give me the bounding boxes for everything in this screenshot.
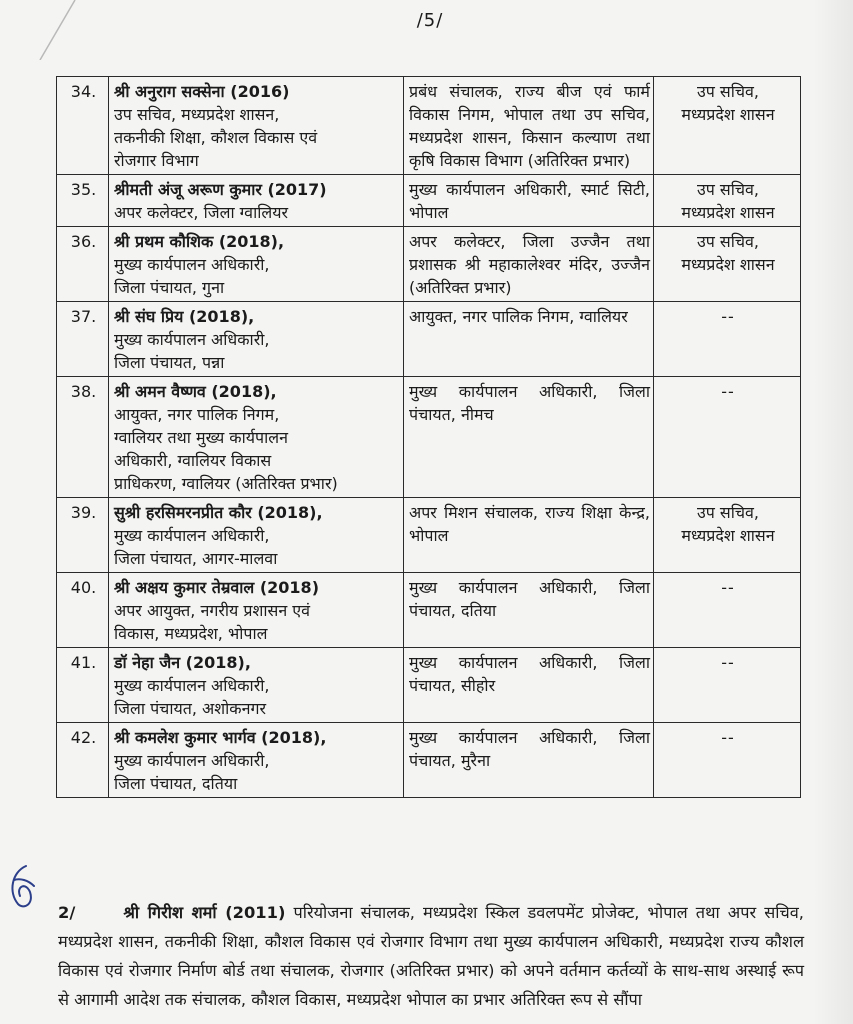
officer-cell xyxy=(109,723,404,798)
serial-number: 40. xyxy=(57,573,109,648)
table-row xyxy=(57,377,801,498)
current-posting-line: अपर कलेक्टर, जिला ग्वालियर xyxy=(114,203,289,222)
new-posting: अपर कलेक्टर, जिला उज्जैन तथा प्रशासक श्री महाकालेश्वर मंदिर, उज्जैन (अतिरिक्त प्रभार) xyxy=(404,227,654,302)
page-edge-shadow xyxy=(813,0,853,1024)
officer-cell xyxy=(109,302,404,377)
officer-cell xyxy=(109,227,404,302)
new-posting: आयुक्त, नगर पालिक निगम, ग्वालियर xyxy=(404,302,654,377)
officer-name: श्री संघ प्रिय (2018), xyxy=(114,307,255,326)
current-posting-line: मुख्य कार्यपालन अधिकारी, xyxy=(114,330,270,349)
current-posting-line: अधिकारी, ग्वालियर विकास xyxy=(114,451,272,470)
remark-cell xyxy=(654,302,801,377)
current-posting-line: जिला पंचायत, दतिया xyxy=(114,774,238,793)
officer-name: श्री अक्षय कुमार तेम्रवाल (2018) xyxy=(114,578,320,597)
current-posting-line: अपर आयुक्त, नगरीय प्रशासन एवं xyxy=(114,601,311,620)
current-posting-line: जिला पंचायत, अशोकनगर xyxy=(114,699,267,718)
current-posting-line: जिला पंचायत, पन्ना xyxy=(114,353,225,372)
serial-number: 35. xyxy=(57,175,109,227)
current-posting-line: उप सचिव, मध्यप्रदेश शासन, xyxy=(114,105,280,124)
new-posting: अपर मिशन संचालक, राज्य शिक्षा केन्द्र, भोपाल xyxy=(404,498,654,573)
officer-name: श्री अनुराग सक्सेना (2016) xyxy=(114,82,290,101)
remark-cell xyxy=(654,723,801,798)
remark-line: उप सचिव, xyxy=(696,503,760,522)
current-posting-line: प्राधिकरण, ग्वालियर (अतिरिक्त प्रभार) xyxy=(114,474,338,493)
page-number: /5/ xyxy=(416,10,444,31)
current-posting-line: मुख्य कार्यपालन अधिकारी, xyxy=(114,751,270,770)
officer-cell xyxy=(109,573,404,648)
new-posting: मुख्य कार्यपालन अधिकारी, जिला पंचायत, मुरैना xyxy=(404,723,654,798)
remark-cell xyxy=(654,175,801,227)
order-paragraph xyxy=(58,898,804,1014)
serial-number: 37. xyxy=(57,302,109,377)
remark-cell xyxy=(654,498,801,573)
remark-line: मध्यप्रदेश शासन xyxy=(681,105,775,124)
remark-line: -- xyxy=(721,307,735,326)
current-posting-line: मुख्य कार्यपालन अधिकारी, xyxy=(114,676,270,695)
paragraph-text: परियोजना संचालक, मध्यप्रदेश स्किल डवलपमेंट प्रोजेक्ट, भोपाल तथा अपर सचिव, मध्यप्रदेश शासन, तकनीकी शिक्षा, कौशल विकास एवं रोजगार विभाग तथा मुख्य कार्यपालन अधिकारी, मध्यप्रदेश राज्य कौशल विकास एवं रोजगार निर्माण बोर्ड तथा संचालक, रोजगार (अतिरिक्त प्रभार) को अपने वर्तमान कर्तव्यों के साथ-साथ अस्थाई रूप से आगामी आदेश तक संचालक, कौशल विकास, मध्यप्रदेश भोपाल का प्रभार अतिरिक्त रूप से सौंपा xyxy=(58,903,804,1009)
new-posting: मुख्य कार्यपालन अधिकारी, स्मार्ट सिटी, भोपाल xyxy=(404,175,654,227)
remark-cell xyxy=(654,77,801,175)
serial-number: 42. xyxy=(57,723,109,798)
officer-name: डॉ नेहा जैन (2018), xyxy=(114,653,251,672)
remark-line: उप सचिव, xyxy=(696,232,760,251)
new-posting: मुख्य कार्यपालन अधिकारी, जिला पंचायत, सीहोर xyxy=(404,648,654,723)
remark-line: उप सचिव, xyxy=(696,180,760,199)
remark-line: उप सचिव, xyxy=(696,82,760,101)
table-row xyxy=(57,175,801,227)
postings-table-body xyxy=(57,77,801,798)
remark-line: -- xyxy=(721,578,735,597)
table-row xyxy=(57,498,801,573)
officer-name: सुश्री हरसिमरनप्रीत कौर (2018), xyxy=(114,503,323,522)
remark-cell xyxy=(654,573,801,648)
remark-line: मध्यप्रदेश शासन xyxy=(681,203,775,222)
officer-name: श्री कमलेश कुमार भार्गव (2018), xyxy=(114,728,327,747)
table-row xyxy=(57,648,801,723)
current-posting-line: रोजगार विभाग xyxy=(114,151,199,170)
officer-cell xyxy=(109,498,404,573)
remark-line: -- xyxy=(721,728,735,747)
remark-line: मध्यप्रदेश शासन xyxy=(681,526,775,545)
officer-name: श्रीमती अंजू अरूण कुमार (2017) xyxy=(114,180,327,199)
serial-number: 38. xyxy=(57,377,109,498)
current-posting-line: मुख्य कार्यपालन अधिकारी, xyxy=(114,526,270,545)
officer-cell xyxy=(109,377,404,498)
officer-cell xyxy=(109,648,404,723)
current-posting-line: जिला पंचायत, गुना xyxy=(114,278,225,297)
new-posting: मुख्य कार्यपालन अधिकारी, जिला पंचायत, दतिया xyxy=(404,573,654,648)
paragraph-officer-name: श्री गिरीश शर्मा (2011) xyxy=(123,903,286,922)
current-posting-line: तकनीकी शिक्षा, कौशल विकास एवं xyxy=(114,128,318,147)
remark-line: मध्यप्रदेश शासन xyxy=(681,255,775,274)
current-posting-line: ग्वालियर तथा मुख्य कार्यपालन xyxy=(114,428,288,447)
current-posting-line: आयुक्त, नगर पालिक निगम, xyxy=(114,405,280,424)
serial-number: 36. xyxy=(57,227,109,302)
remark-cell xyxy=(654,648,801,723)
table-row xyxy=(57,302,801,377)
table-row xyxy=(57,227,801,302)
officer-cell xyxy=(109,77,404,175)
current-posting-line: जिला पंचायत, आगर-मालवा xyxy=(114,549,278,568)
table-row xyxy=(57,77,801,175)
table-row xyxy=(57,723,801,798)
current-posting-line: विकास, मध्यप्रदेश, भोपाल xyxy=(114,624,268,643)
new-posting: प्रबंध संचालक, राज्य बीज एवं फार्म विकास निगम, भोपाल तथा उप सचिव, मध्यप्रदेश शासन, किसान कल्याण तथा कृषि विकास विभाग (अतिरिक्त प्रभार) xyxy=(404,77,654,175)
remark-cell xyxy=(654,377,801,498)
postings-table xyxy=(56,76,801,798)
officer-name: श्री प्रथम कौशिक (2018), xyxy=(114,232,285,251)
paragraph-number: 2/ xyxy=(58,903,76,922)
current-posting-line: मुख्य कार्यपालन अधिकारी, xyxy=(114,255,270,274)
margin-initials-mark xyxy=(6,862,40,914)
serial-number: 41. xyxy=(57,648,109,723)
remark-line: -- xyxy=(721,653,735,672)
paper-fold-line xyxy=(0,0,120,60)
officer-name: श्री अमन वैष्णव (2018), xyxy=(114,382,277,401)
officer-cell xyxy=(109,175,404,227)
table-row xyxy=(57,573,801,648)
remark-line: -- xyxy=(721,382,735,401)
serial-number: 39. xyxy=(57,498,109,573)
new-posting: मुख्य कार्यपालन अधिकारी, जिला पंचायत, नीमच xyxy=(404,377,654,498)
remark-cell xyxy=(654,227,801,302)
serial-number: 34. xyxy=(57,77,109,175)
